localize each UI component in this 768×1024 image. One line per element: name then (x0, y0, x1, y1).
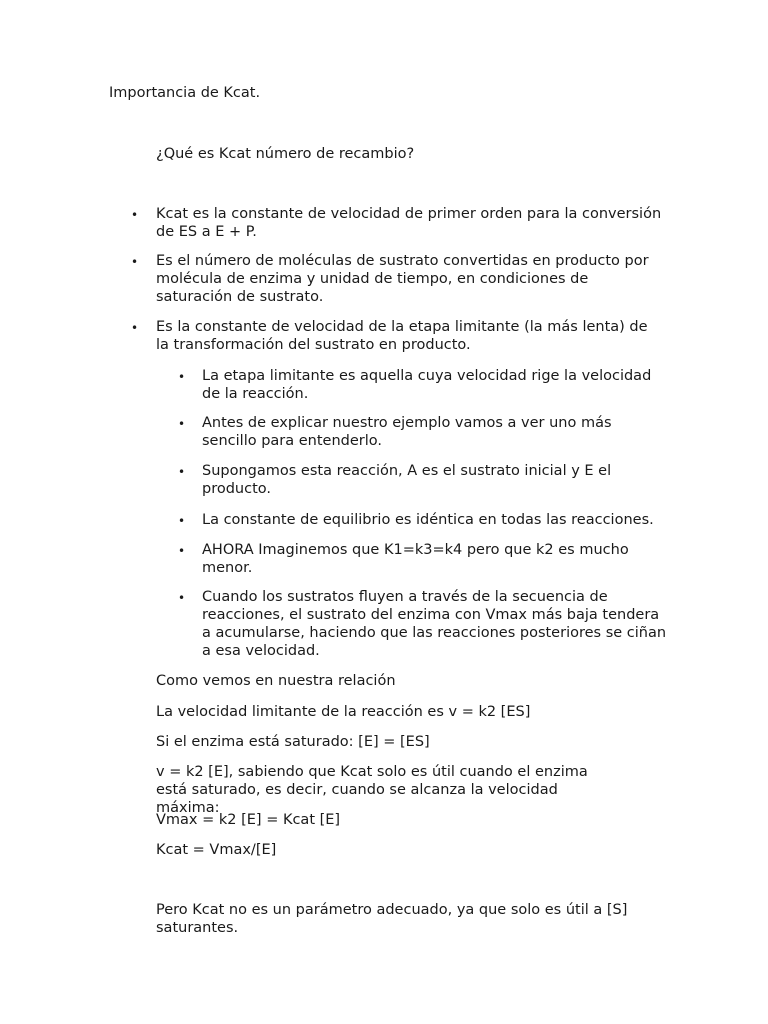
bullet-marker: • (178, 370, 186, 384)
bullet-marker: • (178, 514, 186, 528)
body-paragraph: Si el enzima está saturado: [E] = [ES] (156, 734, 430, 750)
list-item: Kcat es la constante de velocidad de primer orden para la conversión de ES a E + P. (156, 206, 662, 240)
bullet-marker: • (178, 417, 186, 431)
bullet-marker: • (178, 465, 186, 479)
bullet-marker: • (178, 591, 186, 605)
document-title: Importancia de Kcat. (109, 85, 261, 101)
body-paragraph: Como vemos en nuestra relación (156, 673, 396, 689)
bullet-marker: • (178, 544, 186, 558)
body-paragraph: Pero Kcat no es un parámetro adecuado, ya que solo es útil a [S] saturantes. (156, 902, 628, 936)
list-item: La constante de equilibrio es idéntica en todas las reacciones. (202, 512, 654, 528)
list-item: Supongamos esta reacción, A es el sustrato inicial y E el producto. (202, 463, 612, 497)
list-item: Cuando los sustratos fluyen a través de la secuencia de reacciones, el sustrato del enzima con Vmax más baja tendera a acumularse, haciendo que las reacciones posteriores se ciñan a esa velocidad. (202, 589, 667, 659)
bullet-marker: • (131, 255, 139, 269)
list-item: La etapa limitante es aquella cuya velocidad rige la velocidad de la reacción. (202, 368, 652, 402)
equation: Vmax = k2 [E] = Kcat [E] (156, 812, 341, 828)
list-item: Antes de explicar nuestro ejemplo vamos a ver uno más sencillo para entenderlo. (202, 415, 612, 449)
bullet-marker: • (131, 321, 139, 335)
list-item: AHORA Imaginemos que K1=k3=k4 pero que k2 es mucho menor. (202, 542, 629, 576)
equation: Kcat = Vmax/[E] (156, 842, 277, 858)
body-paragraph: v = k2 [E], sabiendo que Kcat solo es útil cuando el enzima está saturado, es decir, cuando se alcanza la velocidad máxima: (156, 764, 588, 816)
list-item: Es la constante de velocidad de la etapa limitante (la más lenta) de la transformación del sustrato en producto. (156, 319, 648, 353)
bullet-marker: • (131, 208, 139, 222)
section-question: ¿Qué es Kcat número de recambio? (156, 146, 415, 162)
list-item: Es el número de moléculas de sustrato convertidas en producto por molécula de enzima y unidad de tiempo, en condiciones de saturación de sustrato. (156, 253, 649, 305)
body-paragraph: La velocidad limitante de la reacción es v = k2 [ES] (156, 704, 531, 720)
